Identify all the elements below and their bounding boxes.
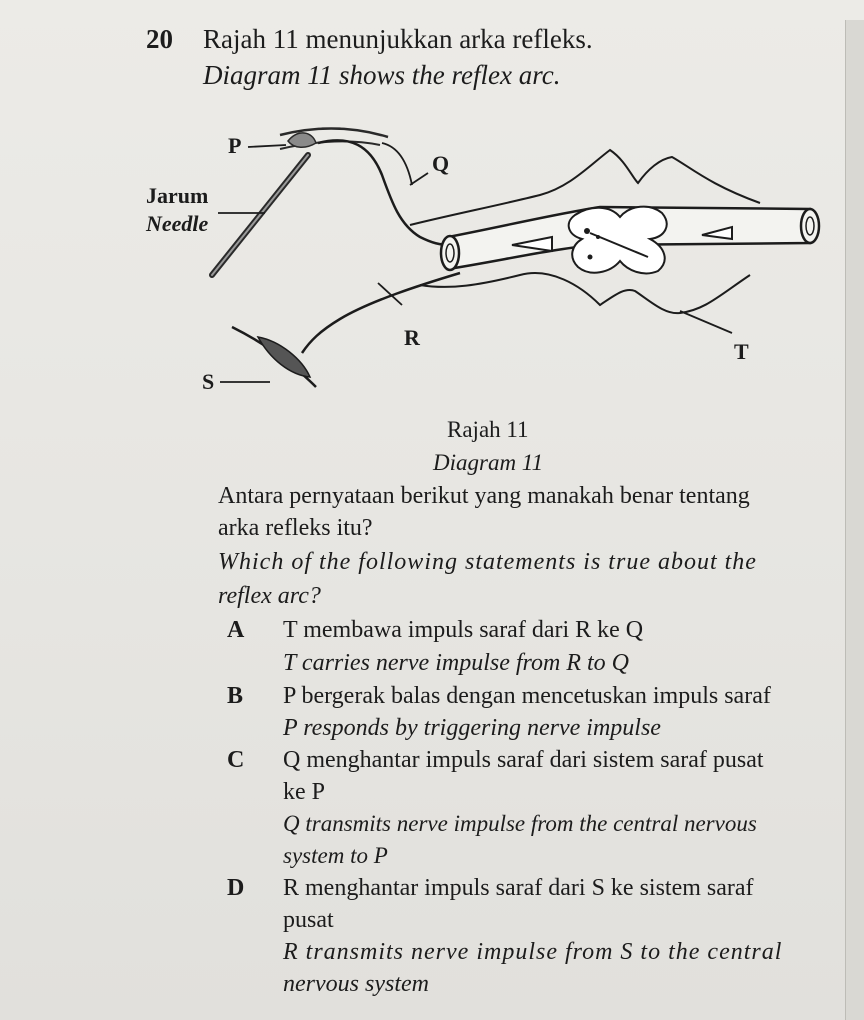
- option-b-malay[interactable]: P bergerak balas dengan mencetuskan impuls saraf: [283, 683, 771, 709]
- option-a-english[interactable]: T carries nerve impulse from R to Q: [283, 650, 629, 676]
- page-edge: [845, 20, 864, 1020]
- receptor-p: [280, 128, 388, 149]
- option-d-english-line2[interactable]: nervous system: [283, 971, 429, 997]
- stem-malay-line1: Antara pernyataan berikut yang manakah benar tentang: [218, 483, 750, 509]
- needle: [212, 155, 308, 275]
- option-b-english[interactable]: P responds by triggering nerve impulse: [283, 715, 661, 741]
- option-d-malay-line1[interactable]: R menghantar impuls saraf dari S ke sistem saraf: [283, 875, 754, 901]
- label-t: T: [734, 339, 749, 364]
- option-d-letter[interactable]: D: [227, 875, 245, 901]
- option-d-malay-line2[interactable]: pusat: [283, 907, 334, 933]
- diagram-caption-malay: Rajah 11: [447, 417, 529, 442]
- option-c-english-line2[interactable]: system to P: [283, 843, 388, 868]
- effector-s: [232, 327, 316, 387]
- option-a-malay[interactable]: T membawa impuls saraf dari R ke Q: [283, 617, 644, 643]
- option-c-english-line1[interactable]: Q transmits nerve impulse from the central nervous: [283, 811, 757, 836]
- question-title-malay: Rajah 11 menunjukkan arka refleks.: [203, 24, 593, 54]
- option-c-malay-line1[interactable]: Q menghantar impuls saraf dari sistem saraf pusat: [283, 747, 764, 773]
- diagram-caption-english: Diagram 11: [433, 450, 544, 475]
- reflex-arc-diagram: [120, 105, 840, 415]
- option-d-english-line1[interactable]: R transmits nerve impulse from S to the central: [283, 939, 783, 965]
- question-title-english: Diagram 11 shows the reflex arc.: [203, 60, 561, 90]
- stem-english-line1: Which of the following statements is true about the: [218, 549, 757, 575]
- label-p: P: [228, 133, 242, 158]
- label-q: Q: [432, 151, 450, 176]
- question-number: 20: [146, 24, 173, 54]
- option-c-letter[interactable]: C: [227, 747, 245, 773]
- stem-malay-line2: arka refleks itu?: [218, 515, 373, 541]
- option-b-letter[interactable]: B: [227, 683, 244, 709]
- label-r: R: [404, 325, 420, 350]
- label-s: S: [202, 369, 215, 394]
- option-c-malay-line2[interactable]: ke P: [283, 779, 325, 805]
- label-needle-malay: Jarum: [146, 183, 209, 208]
- neuron-q: [318, 140, 450, 245]
- stem-english-line2: reflex arc?: [218, 583, 321, 609]
- option-a-letter[interactable]: A: [227, 617, 245, 643]
- grey-matter: [569, 207, 667, 274]
- label-needle-english: Needle: [146, 211, 209, 236]
